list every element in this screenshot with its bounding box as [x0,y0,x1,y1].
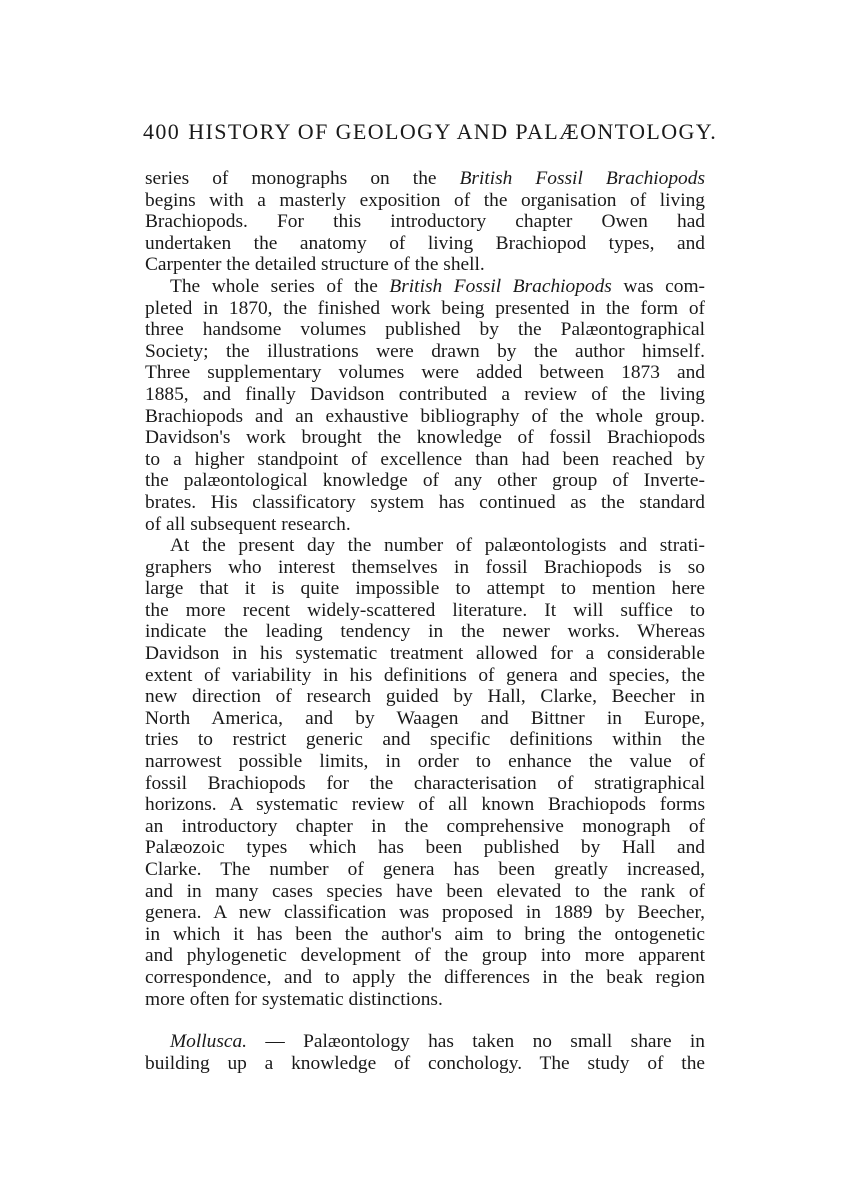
text-line: series of monographs on the British Fossil Brachiopods [145,168,705,189]
text-line: 1885, and finally Davidson contributed a review of the living [145,383,705,405]
text-line: Three supplementary volumes were added between 1873 and [145,362,705,384]
text-line: large that it is quite impossible to attempt to mention here [145,578,705,600]
text-line: Mollusca. — Palæontology has taken no small share in [170,1031,705,1052]
text-line: to a higher standpoint of excellence than had been reached by [145,448,705,470]
mollusca-text [145,1031,705,1074]
text-line: the palæontological knowledge of any other group of Inverte- [145,470,705,492]
text-line: Brachiopods and an exhaustive bibliography of the whole group. [145,405,705,427]
text-line: correspondence, and to apply the differences in the beak region [145,966,705,988]
text-line: building up a knowledge of conchology. The study of the [145,1052,705,1074]
text-line: extent of variability in his definitions of genera and species, the [145,664,705,686]
text-line: undertaken the anatomy of living Brachiopod types, and [145,232,705,254]
running-title: HISTORY OF GEOLOGY AND PALÆONTOLOGY. [188,119,718,144]
text-line: fossil Brachiopods for the characterisation of stratigraphical [145,772,705,794]
text-line: pleted in 1870, the finished work being presented in the form of [145,297,705,319]
text-line: of all subsequent research. [145,513,351,535]
text-line: the more recent widely-scattered literature. It will suffice to [145,599,705,621]
text-line: The whole series of the British Fossil Brachiopods was com- [170,275,706,297]
text-line: indicate the leading tendency in the newer works. Whereas [145,621,705,643]
text-line: new direction of research guided by Hall, Clarke, Beecher in [145,686,705,708]
text-line: Carpenter the detailed structure of the shell. [145,254,485,276]
text-line: genera. A new classification was proposed in 1889 by Beecher, [145,902,705,924]
text-line: and phylogenetic development of the group into more apparent [145,945,705,967]
text-line: Davidson's work brought the knowledge of fossil Brachiopods [145,427,705,449]
text-line: Society; the illustrations were drawn by the author himself. [145,340,705,362]
running-head [143,118,718,146]
text-line: Palæozoic types which has been published by Hall and [145,837,705,859]
book-title-italic: British Fossil Brachiopods [459,168,705,189]
text-line: Brachiopods. For this introductory chapter Owen had [145,211,705,233]
section-heading-italic: Mollusca. [170,1031,248,1052]
book-title-italic: British Fossil Brachiopods [389,275,612,297]
text-line: North America, and by Waagen and Bittner in Europe, [145,707,705,729]
text-line: begins with a masterly exposition of the organisation of living [145,189,705,211]
text-line: tries to restrict generic and specific definitions within the [145,729,705,751]
text-line: narrowest possible limits, in order to enhance the value of [145,751,705,773]
text-line: Davidson in his systematic treatment allowed for a considerable [145,643,705,665]
text-line: and in many cases species have been elevated to the rank of [145,880,705,902]
text-line: in which it has been the author's aim to bring the ontogenetic [145,923,705,945]
text-line: graphers who interest themselves in fossil Brachiopods is so [145,556,705,578]
text-line: three handsome volumes published by the Palæontographical [145,319,705,341]
text-line: an introductory chapter in the comprehensive monograph of [145,815,705,837]
text-line: brates. His classificatory system has continued as the standard [145,491,705,513]
text-line: horizons. A systematic review of all known Brachiopods forms [145,794,705,816]
text-line: Clarke. The number of genera has been greatly increased, [145,859,705,880]
text-line: At the present day the number of palæontologists and strati- [170,535,705,557]
page-number: 400 [143,119,181,144]
text-line: more often for systematic distinctions. [145,988,443,1010]
brachiopods-text [145,168,705,1010]
